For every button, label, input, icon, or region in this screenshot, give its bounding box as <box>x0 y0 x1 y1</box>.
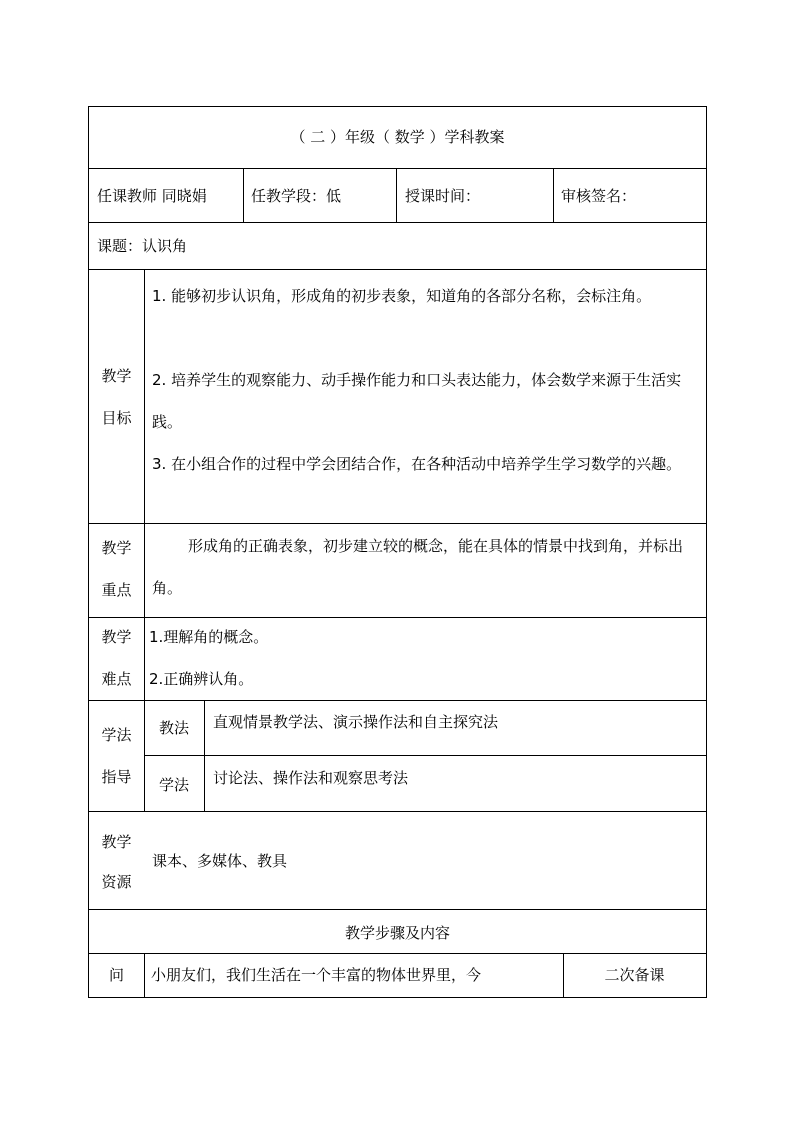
row-divider <box>89 909 706 910</box>
time-cell: 授课时间： <box>405 187 481 205</box>
key-points-label: 教学 <box>101 539 132 557</box>
objectives-label: 教学 <box>101 367 132 385</box>
page-title: （ 二 ）年级（ 数学 ）学科教案 <box>290 128 505 146</box>
difficulty-item: 2.正确辨认角。 <box>149 670 254 688</box>
teaching-method-label: 教法 <box>158 719 189 737</box>
col-divider <box>204 700 205 811</box>
difficulty-item: 1.理解角的概念。 <box>149 628 269 646</box>
second-prep-cell: 二次备课 <box>604 966 665 984</box>
row-divider <box>89 168 706 169</box>
row-divider <box>89 269 706 270</box>
objective-item: 1. 能够初步认识角，形成角的初步表象，知道角的各部分名称，会标注角。 <box>152 287 652 305</box>
row-divider <box>89 617 706 618</box>
objective-item: 3. 在小组合作的过程中学会团结合作，在各种活动中培养学生学习数学的兴趣。 <box>152 455 682 473</box>
review-cell: 审核签名： <box>561 187 637 205</box>
col-divider <box>243 168 244 222</box>
lesson-plan-table <box>88 106 707 998</box>
objective-item: 2. 培养学生的观察能力、动手操作能力和口头表达能力，体会数学来源于生活实践。 <box>152 371 682 431</box>
steps-row-label: 问 <box>108 966 124 984</box>
teaching-method-text: 直观情景教学法、演示操作法和自主探究法 <box>213 713 499 731</box>
steps-row-text: 小朋友们，我们生活在一个丰富的物体世界里，今 <box>151 966 482 984</box>
col-divider <box>144 953 145 997</box>
col-divider <box>553 168 554 222</box>
key-points-text: 形成角的正确表象，初步建立较的概念，能在具体的情景中找到角，并标出角。 <box>152 537 684 597</box>
row-divider <box>89 953 706 954</box>
teacher-cell: 任课教师 同晓娟 <box>97 187 207 205</box>
resources-text: 课本、多媒体、教具 <box>152 852 288 870</box>
row-divider <box>89 811 706 812</box>
steps-title: 教学步骤及内容 <box>344 924 450 942</box>
learning-method-text: 讨论法、操作法和观察思考法 <box>213 769 409 787</box>
learning-method-label: 学法 <box>158 776 189 794</box>
row-divider <box>89 523 706 524</box>
difficulties-label: 难点 <box>101 670 132 688</box>
row-divider <box>144 755 706 756</box>
row-divider <box>89 222 706 223</box>
objectives-label: 目标 <box>101 409 132 427</box>
method-guidance-label: 指导 <box>101 768 132 786</box>
difficulties-label: 教学 <box>101 628 132 646</box>
col-divider <box>396 168 397 222</box>
row-divider <box>89 700 706 701</box>
resources-label: 教学 <box>101 833 132 851</box>
method-guidance-label: 学法 <box>101 726 132 744</box>
key-points-label: 重点 <box>101 581 132 599</box>
topic-cell: 课题：认识角 <box>97 237 188 255</box>
stage-cell: 任教学段：低 <box>251 187 342 205</box>
resources-label: 资源 <box>101 873 132 891</box>
